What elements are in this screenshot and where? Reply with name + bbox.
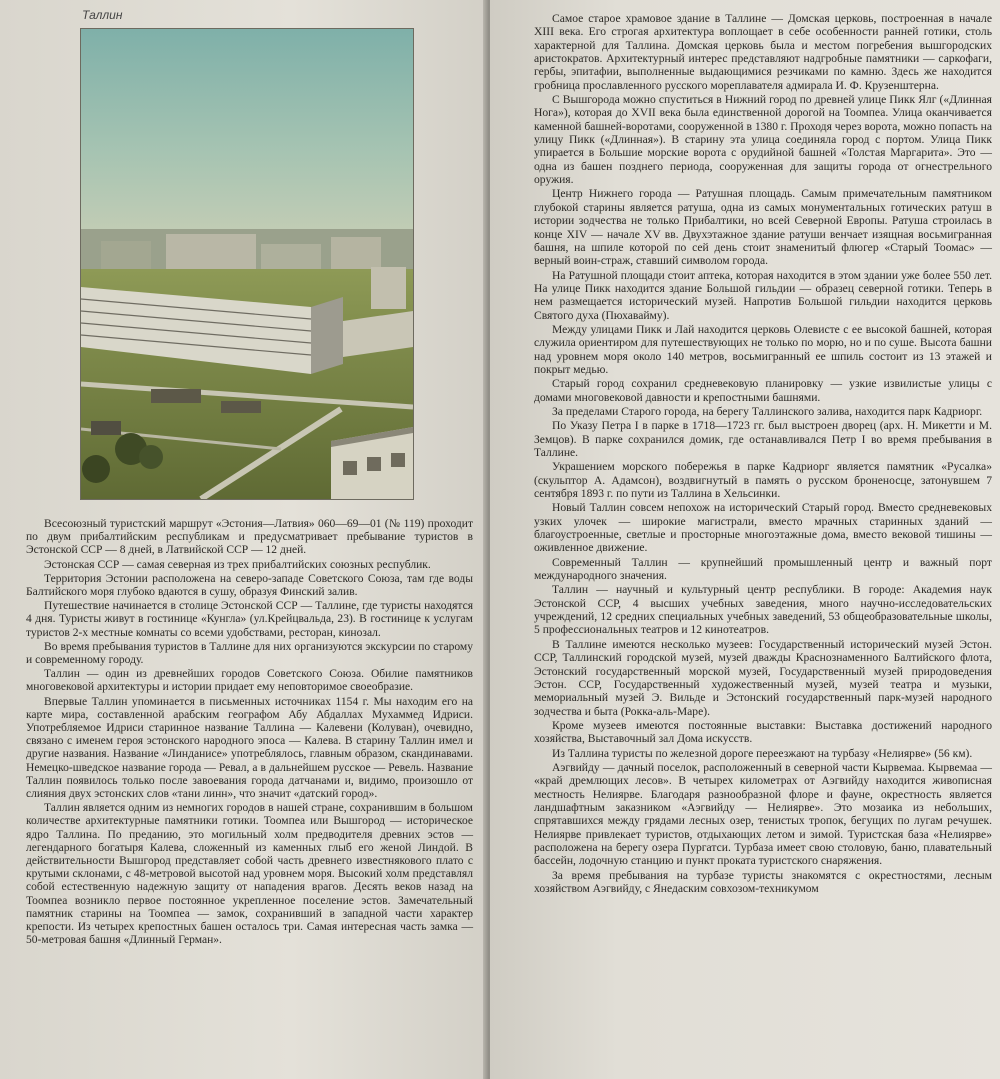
paragraph: Во время пребывания туристов в Таллине для них организуются экскурсии по старому и современному городу. <box>26 640 473 667</box>
paragraph: Аэгвийду — дачный поселок, расположенный в северной части Кырвемаа. Кырвемаа — «край дремлющих лесов». В четырех километрах от Аэгвийду находится живописная местность Нелиярве. Благодаря разнообразной флоре и фауне, окрестность является ландшафтным заказником «Аэгвийду — Нелиярве». Это мозаика из небольших, спрятавшихся между грядами лесных озер, тенистых тропок, бегущих по лугам речушек. Нелиярве привлекает туристов, отдыхающих летом и зимой. Туристская база «Нелиярве» расположена на берегу озера Пургатси. Турбаза имеет свою столовую, баню, плавательный бассейн, лодочную станцию и пункт проката туристского снаряжения. <box>534 760 992 868</box>
paragraph: Эстонская ССР — самая северная из трех прибалтийских союзных республик. <box>44 558 431 571</box>
paragraph: Украшением морского побережья в парке Кадриорг является памятник «Русалка» (скульптор А. Адамсон), воздвигнутый в память о русском броненосце, затонувшем 7 сентября 1893 г. по пути из Таллина в Хельсинки. <box>534 460 992 501</box>
paragraph: Новый Таллин совсем непохож на исторический Старый город. Вместо средневековых узких улочек — широкие магистрали, вместо мрачных старинных зданий — благоустроенные, светлые и просторные многоэтажные дома, вместо вековой тишины — оживленное движение. <box>534 501 992 555</box>
paragraph: За время пребывания на турбазе туристы знакомятся с окрестностями, лесным хозяйством Аэгвийду, с Янедаским совхозом-техникумом <box>534 868 992 895</box>
paragraph: Современный Таллин — крупнейший промышленный центр и важный порт международного значения. <box>534 555 992 583</box>
paragraph: С Вышгорода можно спуститься в Нижний город по древней улице Пикк Ялг («Длинная Нога»), которая до XVII века была единственной дорогой на Тоомпеа. Улица оканчивается каменной башней-воротами, сооруженной в 1380 г. Проходя через ворота, можно попасть на улицу Пикк («Длинная»). В старину эта улица соединяла город с портом. Улица Пикк упирается в Большие морские ворота с орудийной башней «Толстая Маргарита». Это — одна из башен позднего периода, сооруженная для защиты города от огнестрельного оружия. <box>534 93 992 187</box>
paragraph: Из Таллина туристы по железной дороге переезжают на турбазу «Нелиярве» (56 км). <box>552 746 973 760</box>
paragraph: Таллин — один из древнейших городов Советского Союза. Обилие памятников многовековой архитектуры и истории придает ему неповторимое своеобразие. <box>26 668 473 694</box>
left-page <box>0 0 487 1079</box>
paragraph: На Ратушной площади стоит аптека, которая находится в этом здании уже более 550 лет. На улице Пикк находится здание Большой гильдии — образец северной готики. Теперь в нем размещается исторический музей. Напротив Большой гильдии находится церковь Святого духа (Пюхавайму). <box>534 268 992 322</box>
paragraph: Старый город сохранил средневековую планировку — узкие извилистые улицы с домами многовековой давности и крепостными башнями. <box>534 377 992 404</box>
paragraph: Таллин является одним из немногих городов в нашей стране, сохранившим в большом количестве архитектурные памятники готики. Тоомпеа или Вышгород — историческое ядро Таллина. По преданию, это могильный холм предводителя древних эстов — легендарного богатыря Калева, сложенный из каменных глыб его женой Линдой. В действительности Вышгород представляет собой часть древнего известнякового плато с крутыми склонами, с 48-метровой высотой над уровнем моря. Высокий холм представлял собой естественную надежную защиту от нападения врагов. Десять веков назад на Тоомпеа возникло первое постоянное укрепленное поселение эстов. Замечательный памятник старины на Тоомпеа — замок, сохранивший в западной части характер крепости. Из четырех крепостных башен осталось три. Самая интересная часть замка — 50-метровая башня «Длинный Герман». <box>26 802 473 947</box>
right-body-text <box>534 12 992 895</box>
paragraph: Самое старое храмовое здание в Таллине — Домская церковь, построенная в начале XIII века. Его строгая архитектура воплощает в себе особенности ранней готики, столь характерной для Таллина. Домская церковь была и местом погребения вышгородских аристократов. Архитектурный интерес представляют надгробные памятники — саркофаги, гербы, эпитафии, выполненные выдающимися резчиками по камню. Здесь же находится гробница прославленного русского мореплавателя адмирала И. Ф. Крузенштерна. <box>534 12 992 92</box>
paragraph: Путешествие начинается в столице Эстонской ССР — Таллине, где туристы находятся 4 дня. Туристы живут в гостинице «Кунгла» (ул.Крейцвальда, 23). В гостинице к услугам туристов 2-х местные комнаты со всеми удобствами, ресторан, кинозал. <box>26 600 473 639</box>
paragraph: Между улицами Пикк и Лай находится церковь Олевисте с ее высокой башней, которая служила ориентиром для путешествующих не только по морю, но и по суше. Высота башни над уровнем моря около 140 метров, восьмигранный ее шпиль состоит из 13 этажей и покрыт медью. <box>534 322 992 376</box>
paragraph: За пределами Старого города, на берегу Таллинского залива, находится парк Кадриорг. <box>552 404 983 418</box>
left-body-text <box>26 518 473 948</box>
paragraph: Всесоюзный туристский маршрут «Эстония—Латвия» 060—69—01 (№ 119) проходит по двум прибалтийским республикам и предусматривает пребывание туристов в Эстонской ССР — 8 дней, в Латвийской ССР — 12 дней. <box>26 518 473 557</box>
right-page <box>490 0 1000 1079</box>
running-head: Таллин <box>82 8 123 22</box>
paragraph: Впервые Таллин упоминается в письменных источниках 1154 г. Мы находим его на карте мира, составленной арабским географом Абу Абдаллах Мухаммед Идриси. Употребляемое Идриси старинное название Таллина — Калевени (Колуван), очевидно, связано с именем героя эстонского народного эпоса — Калева. В старину Таллин имел и другие названия. Название «Линданисе» употреблялось, главным образом, скандинавами. Немецко-шведское название города — Ревал, а в дальнейшем русское — Ревель. Название Таллин появилось только после завоевания города датчанами и, видимо, произошло от слияния двух эстонских слов «тани линн», что значит «датский город». <box>26 695 473 801</box>
photo-illustration <box>81 29 413 499</box>
city-district-photo <box>80 28 414 500</box>
paragraph: Кроме музеев имеются постоянные выставки: Выставка достижений народного хозяйства, Выставочный зал Дома искусств. <box>534 718 992 746</box>
paragraph: По Указу Петра I в парке в 1718—1723 гг. был выстроен дворец (арх. Н. Микетти и М. Земцов). В парке сохранился домик, где останавливался Петр I во время пребывания в Таллине. <box>534 419 992 459</box>
paragraph: В Таллине имеются несколько музеев: Государственный исторический музей Эстон. ССР, Таллинский городской музей, музей дважды Краснознаменного Балтийского флота, Эстонский государственный морской музей, Государственный музей природоведения Эстон. ССР, Государственный художественный музей, музей театра и музыки, мемориальный музей Э. Вильде и Эстонский государственный парк-музей народного зодчества и быта (Рокка-аль-Маре). <box>534 637 992 718</box>
paragraph: Таллин — научный и культурный центр республики. В городе: Академия наук Эстонской ССР, 4 высших учебных заведения, много научно-исследовательских учреждений, 12 средних специальных учебных заведений, 53 общеобразовательные школы, 5 профессиональных театров и 12 кинотеатров. <box>534 583 992 637</box>
paragraph: Центр Нижнего города — Ратушная площадь. Самым примечательным памятником глубокой старины является ратуша, одна из самых монументальных готических ратуш в истории зодчества не только Прибалтики, но всей Северной Европы. Ратуша строилась в конце XIV — начале XV вв. Двухэтажное здание ратуши венчает изящная восьмигранная башня, на шпиле которой по сей день стоит знаменитый флюгер «Старый Тоомас» — верный воин-страж, ставший символом города. <box>534 187 992 268</box>
paragraph: Территория Эстонии расположена на северо-западе Советского Союза, там где воды Балтийского моря глубоко вдаются в сушу, образуя Финский залив. <box>26 572 473 599</box>
